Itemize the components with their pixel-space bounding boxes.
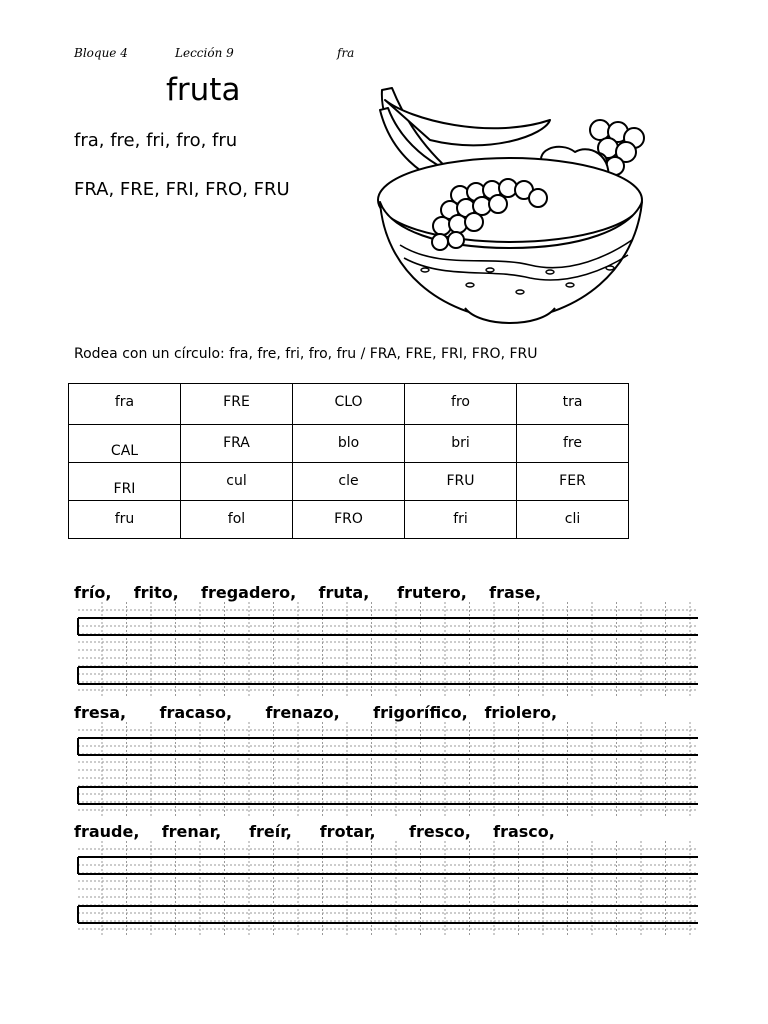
table-cell: cli [517, 501, 629, 539]
syllables-uppercase: FRA, FRE, FRI, FRO, FRU [74, 179, 290, 200]
syllables-lowercase: fra, fre, fri, fro, fru [74, 130, 238, 151]
lesson-label: Lección 9 [175, 46, 234, 60]
table-cell: FRA [181, 425, 293, 463]
instruction-text: Rodea con un círculo: fra, fre, fri, fro, fru / FRA, FRE, FRI, FRO, FRU [74, 346, 538, 362]
page-title: fruta [166, 72, 241, 108]
table-cell: CAL [69, 425, 181, 463]
word-list: fraude, frenar, freír, frotar, fresco, frasco, [74, 822, 555, 841]
table-cell: blo [293, 425, 405, 463]
table-cell: FER [517, 463, 629, 501]
table-cell: bri [405, 425, 517, 463]
table-cell: fre [517, 425, 629, 463]
table-cell: cul [181, 463, 293, 501]
table-cell: FRO [293, 501, 405, 539]
table-cell: tra [517, 384, 629, 425]
table-cell: fra [69, 384, 181, 425]
block-label: Bloque 4 [74, 46, 128, 60]
table-cell: fru [69, 501, 181, 539]
table-cell: FRI [69, 463, 181, 501]
table-cell: fri [405, 501, 517, 539]
table-cell: fro [405, 384, 517, 425]
table-cell: FRU [405, 463, 517, 501]
word-list: frío, frito, fregadero, fruta, frutero, frase, [74, 583, 542, 602]
topic-label: fra [337, 46, 355, 60]
word-list: fresa, fracaso, frenazo, frigorífico, friolero, [74, 703, 558, 722]
table-cell: FRE [181, 384, 293, 425]
table-cell: fol [181, 501, 293, 539]
table-cell: CLO [293, 384, 405, 425]
table-cell: cle [293, 463, 405, 501]
